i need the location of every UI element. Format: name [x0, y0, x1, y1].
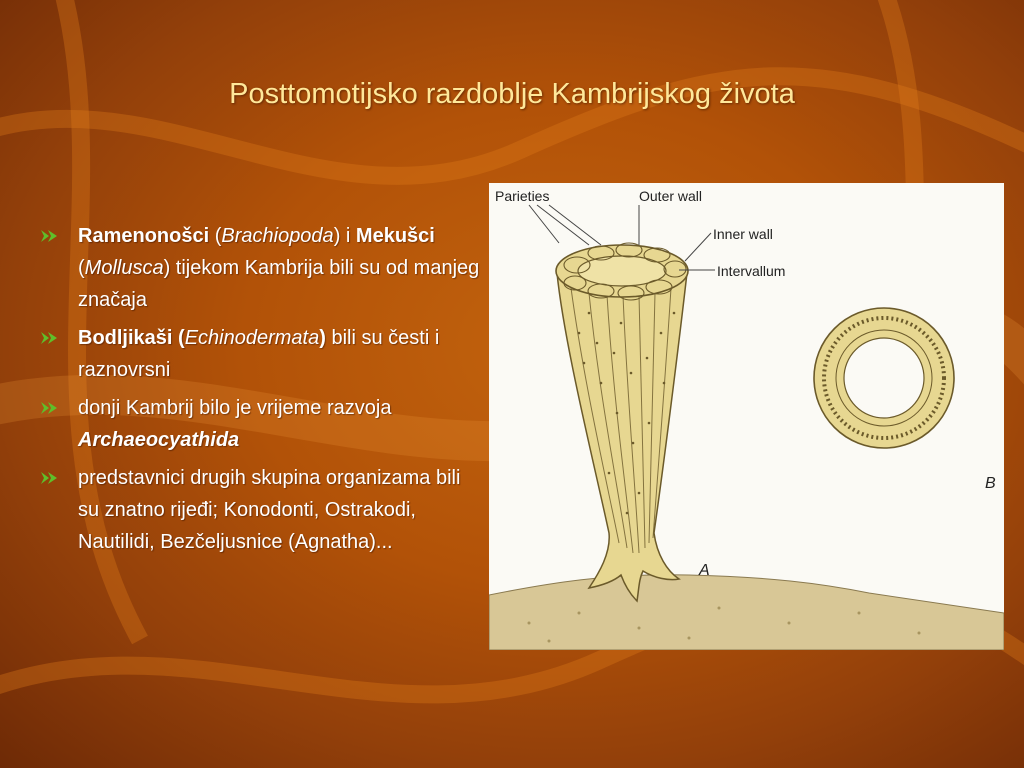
bullet-text: Mollusca [84, 257, 164, 279]
bullet-text: bili su česti i raznovrsni [78, 327, 440, 381]
bullet-item [40, 322, 480, 386]
bullet-arrow-icon [40, 470, 58, 486]
bullet-text: ) [319, 327, 326, 349]
ground [489, 575, 1004, 650]
label-outer-wall: Outer wall [639, 188, 703, 204]
bullet-text: Ramenonošci [78, 225, 210, 247]
label-b: B [985, 475, 996, 492]
bullet-text: Brachiopoda [221, 225, 334, 247]
bullet-text: ) i [333, 225, 356, 247]
bullet-text: Mekušci [355, 225, 435, 247]
slide-title: Posttomotijsko razdoblje Kambrijskog života [229, 78, 795, 110]
bullet-text: ) tijekom Kambrija bili su od manjeg značaja [78, 257, 480, 311]
label-inner-wall: Inner wall [713, 226, 773, 242]
bullet-text: Archaeocyathida [78, 429, 240, 451]
label-parieties: Parieties [495, 188, 550, 204]
bullet-list [40, 220, 480, 564]
bullet-arrow-icon [40, 400, 58, 416]
label-a: A [699, 562, 710, 579]
bullet-text: predstavnici drugih skupina organizama bili su znatno rijeđi; Konodonti, Ostrakodi, Nautilidi, Bezčeljusnice (Agnatha)... [78, 467, 461, 553]
bullet-text: Echinodermata [184, 327, 320, 349]
bullet-item [40, 462, 480, 558]
bullet-item [40, 220, 480, 316]
bullet-text: donji Kambrij bilo je vrijeme razvoja [78, 397, 392, 419]
archaeocyatha-figure [489, 183, 1004, 650]
bullet-arrow-icon [40, 228, 58, 244]
archaeocyath-cross-section-b [814, 308, 954, 448]
bullet-text: ( [78, 257, 85, 279]
archaeocyath-cup-a [556, 243, 688, 601]
bullet-text: ( [209, 225, 222, 247]
bullet-text: Bodljikaši ( [78, 327, 185, 349]
bullet-item [40, 392, 480, 456]
label-intervallum: Intervallum [717, 263, 786, 279]
bullet-arrow-icon [40, 330, 58, 346]
